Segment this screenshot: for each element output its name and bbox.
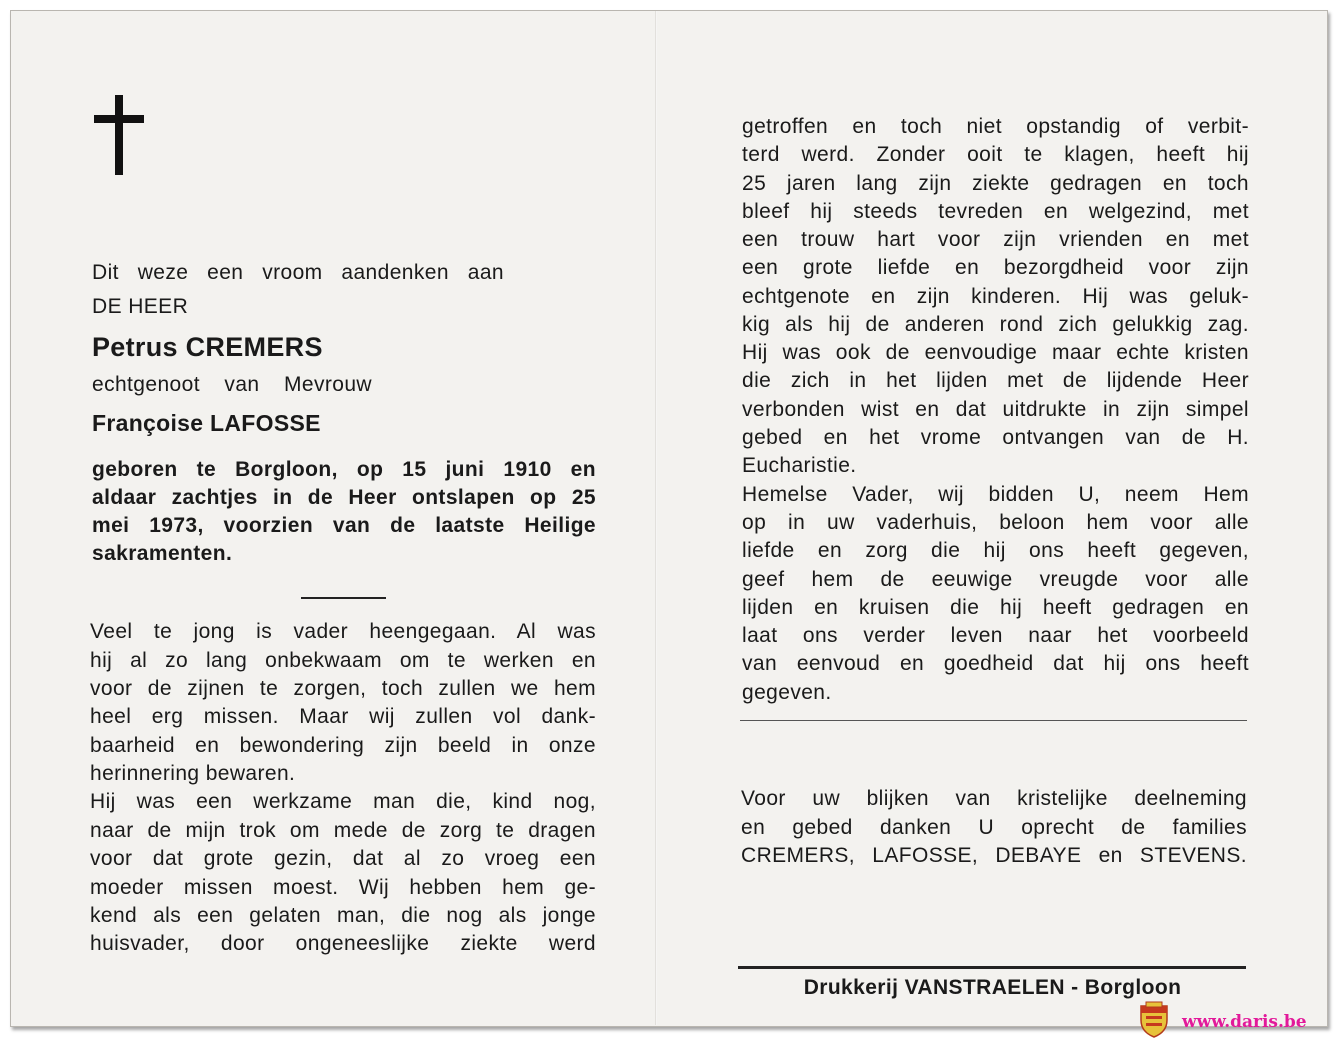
- printer-rule: [738, 966, 1246, 969]
- left-body-line: voor de zijnen te zorgen, toch zullen we hem: [90, 677, 596, 700]
- right-body-line: een trouw hart voor zijn vrienden en met: [742, 228, 1249, 251]
- right-body-line: laat ons verder leven naar het voorbeeld: [742, 624, 1249, 647]
- right-body-line: liefde en zorg die hij ons heeft gegeven,: [742, 539, 1249, 562]
- title-prefix: DE HEER: [92, 295, 189, 318]
- right-body-line: geef hem de eeuwige vreugde voor alle: [742, 568, 1249, 591]
- right-body-line: die zich in het lijden met de lijdende Heer: [742, 369, 1249, 392]
- left-body-line: Hij was een werkzame man die, kind nog,: [90, 790, 596, 813]
- right-body-line: Eucharistie.: [742, 454, 857, 477]
- crest-icon: [1138, 1000, 1170, 1038]
- thanks-line: Voor uw blijken van kristelijke deelneming: [741, 787, 1247, 810]
- deceased-name: Petrus CREMERS: [92, 332, 323, 362]
- separator-line: [301, 597, 386, 599]
- birth-death-line: aldaar zachtjes in de Heer ontslapen op 25: [92, 486, 596, 509]
- right-body-line: 25 jaren lang zijn ziekte gedragen en toch: [742, 172, 1249, 195]
- right-body-line: bleef hij steeds tevreden en welgezind, met: [742, 200, 1249, 223]
- left-body-line: herinnering bewaren.: [90, 762, 296, 785]
- spouse-name: Françoise LAFOSSE: [92, 410, 321, 436]
- right-body-line: gebed en het vrome ontvangen van de H.: [742, 426, 1249, 449]
- left-body-line: naar de mijn trok om mede de zorg te dragen: [90, 819, 596, 842]
- right-body-line: terd werd. Zonder ooit te klagen, heeft hij: [742, 143, 1249, 166]
- right-body-line: Hemelse Vader, wij bidden U, neem Hem: [742, 483, 1249, 506]
- right-body-line: gegeven.: [742, 681, 832, 704]
- left-body-line: voor dat grote gezin, dat al zo vroeg een: [90, 847, 596, 870]
- birth-death-line: sakramenten.: [92, 542, 233, 565]
- right-body-line: verbonden wist en dat uitdrukte in zijn simpel: [742, 398, 1249, 421]
- left-body-line: Veel te jong is vader heengegaan. Al was: [90, 620, 596, 643]
- birth-death-line: mei 1973, voorzien van de laatste Heilige: [92, 514, 596, 537]
- printer-credit: Drukkerij VANSTRAELEN - Borgloon: [803, 976, 1182, 999]
- thanks-separator: [740, 720, 1247, 721]
- cross-icon: [94, 95, 144, 175]
- right-body-line: echtgenote en zijn kinderen. Hij was geluk-: [742, 285, 1249, 308]
- left-body-line: heel erg missen. Maar wij zullen vol dank-: [90, 705, 596, 728]
- right-body-line: op in uw vaderhuis, beloon hem voor alle: [742, 511, 1249, 534]
- right-body-line: lijden en kruisen die hij heeft gedragen en: [742, 596, 1249, 619]
- left-body-line: kend als een gelaten man, die nog als jonge: [90, 904, 596, 927]
- left-body-line: baarheid en bewondering zijn beeld in onze: [90, 734, 596, 757]
- right-body-line: getroffen en toch niet opstandig of verbit-: [742, 115, 1249, 138]
- left-body-line: moeder missen moest. Wij hebben hem ge-: [90, 876, 596, 899]
- watermark-url: www.daris.be: [1182, 1012, 1307, 1032]
- intro-text: Dit weze een vroom aandenken aan: [92, 261, 504, 284]
- thanks-line: en gebed danken U oprecht de families: [741, 816, 1247, 839]
- spouse-intro: echtgenoot van Mevrouw: [92, 373, 372, 396]
- right-body-line: kig als hij de anderen rond zich gelukkig zag.: [742, 313, 1249, 336]
- right-body-line: van eenvoud en goedheid dat hij ons heeft: [742, 652, 1249, 675]
- left-body-line: huisvader, door ongeneeslijke ziekte werd: [90, 932, 596, 955]
- right-body-line: Hij was ook de eenvoudige maar echte kristen: [742, 341, 1249, 364]
- left-body-line: hij al zo lang onbekwaam om te werken en: [90, 649, 596, 672]
- right-body-line: een grote liefde en bezorgdheid voor zijn: [742, 256, 1249, 279]
- card-fold: [655, 11, 657, 1025]
- thanks-line: CREMERS, LAFOSSE, DEBAYE en STEVENS.: [741, 844, 1247, 867]
- birth-death-line: geboren te Borgloon, op 15 juni 1910 en: [92, 458, 596, 481]
